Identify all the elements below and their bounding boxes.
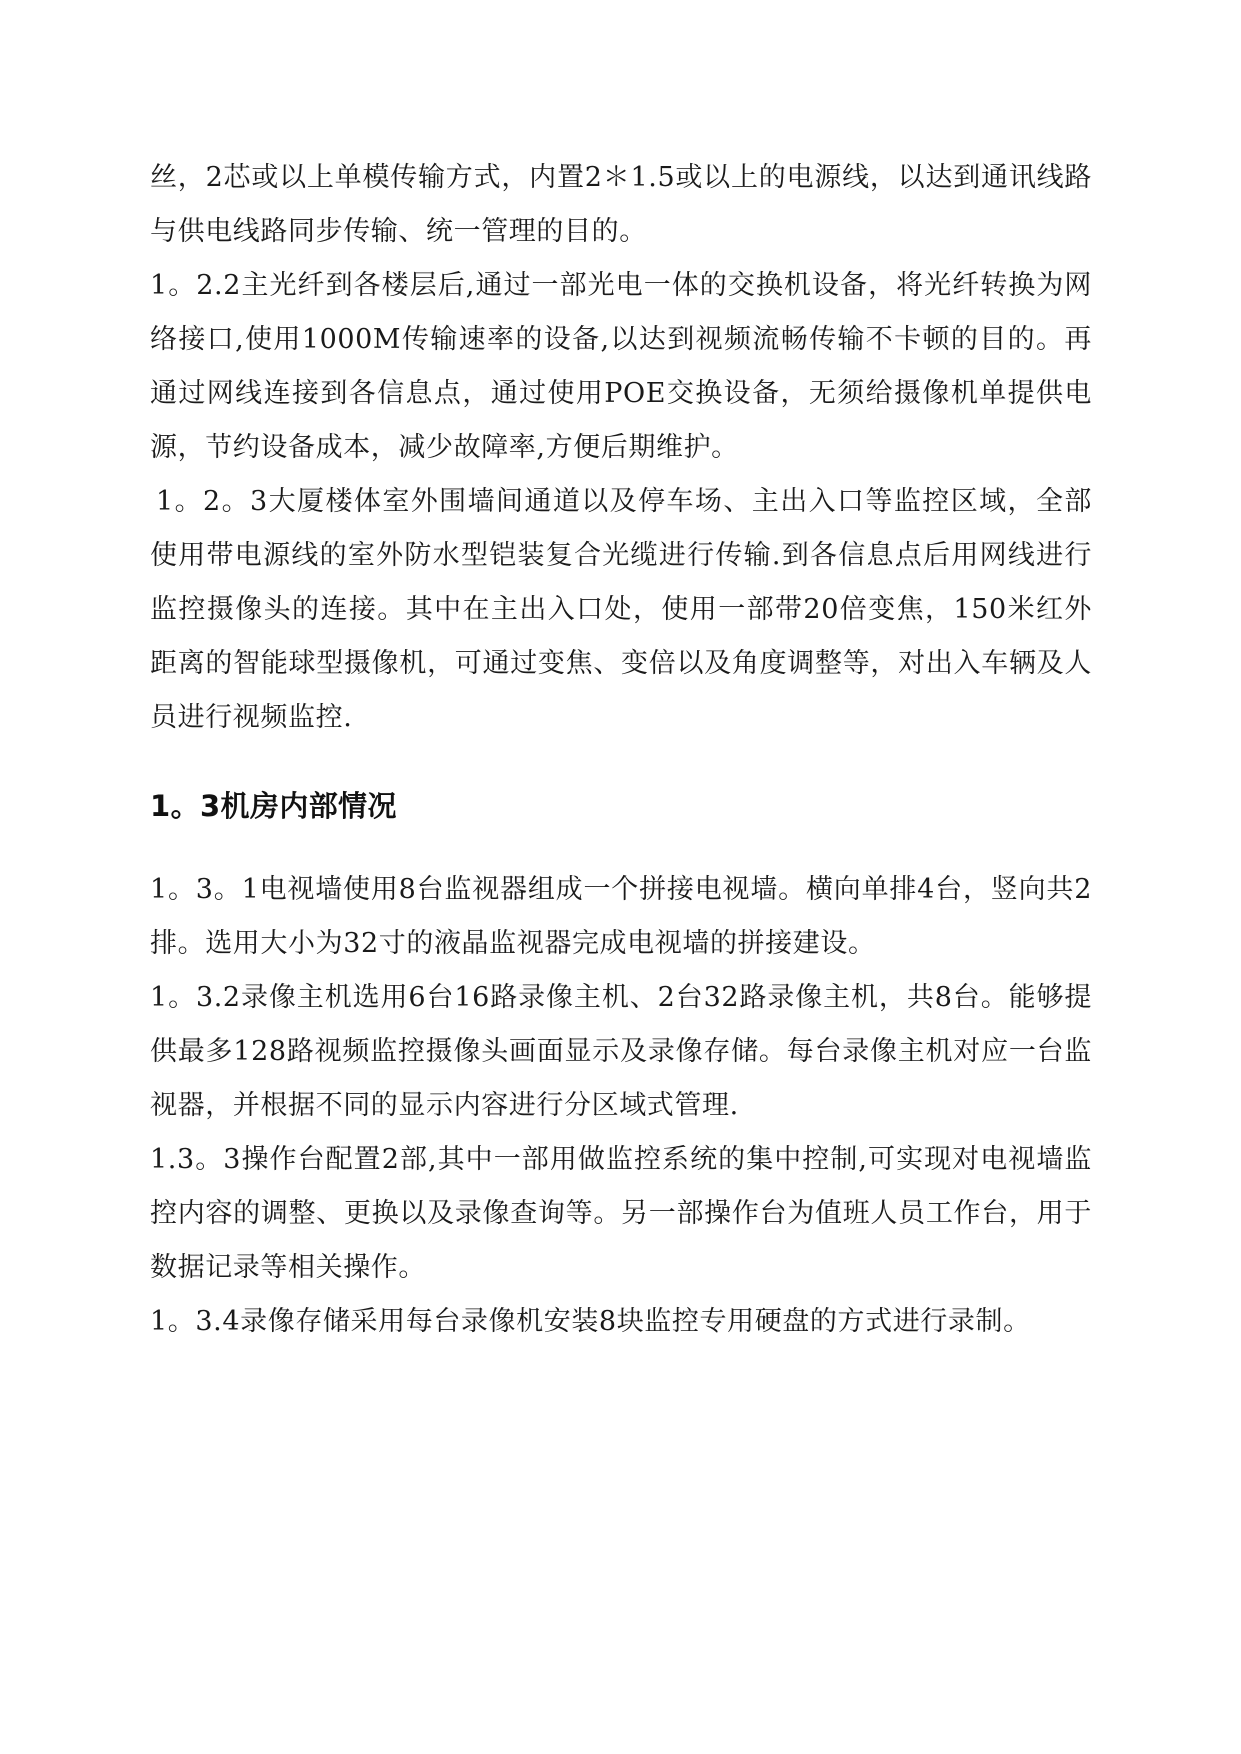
paragraph-1-2-3: 1。2。3大厦楼体室外围墙间通道以及停车场、主出入口等监控区域，全部使用带电源线的室外防水型铠装复合光缆进行传输.到各信息点后用网线进行监控摄像头的连接。其中在主出入口处，使用一部带20倍变焦，150米红外距离的智能球型摄像机，可通过变焦、变倍以及角度调整等，对出入车辆及人员进行视频监控. xyxy=(150,486,1092,733)
document-body xyxy=(150,151,1092,1349)
paragraph-1-3-3: 1.3。3操作台配置2部,其中一部用做监控系统的集中控制,可实现对电视墙监控内容的调整、更换以及录像查询等。另一部操作台为值班人员工作台，用于数据记录等相关操作。 xyxy=(150,1144,1092,1283)
paragraph-1-3-4: 1。3.4录像存储采用每台录像机安装8块监控专用硬盘的方式进行录制。 xyxy=(150,1306,1031,1337)
paragraph-fiber-cable: 丝，2芯或以上单模传输方式，内置2＊1.5或以上的电源线，以达到通讯线路与供电线路同步传输、统一管理的目的。 xyxy=(150,162,1092,247)
paragraph-1-3-1: 1。3。1电视墙使用8台监视器组成一个拼接电视墙。横向单排4台，竖向共2排。选用大小为32寸的液晶监视器完成电视墙的拼接建设。 xyxy=(150,874,1092,959)
paragraph-1-3-2: 1。3.2录像主机选用6台16路录像主机、2台32路录像主机，共8台。能够提供最多128路视频监控摄像头画面显示及录像存储。每台录像主机对应一台监视器，并根据不同的显示内容进行分区域式管理. xyxy=(150,982,1092,1121)
section-heading-1-3: 1。3机房内部情况 xyxy=(150,789,397,823)
paragraph-1-2-2: 1。2.2主光纤到各楼层后,通过一部光电一体的交换机设备，将光纤转换为网络接口,使用1000M传输速率的设备,以达到视频流畅传输不卡顿的目的。再通过网线连接到各信息点，通过使用POE交换设备，无须给摄像机单提供电源，节约设备成本，减少故障率,方便后期维护。 xyxy=(150,270,1092,463)
